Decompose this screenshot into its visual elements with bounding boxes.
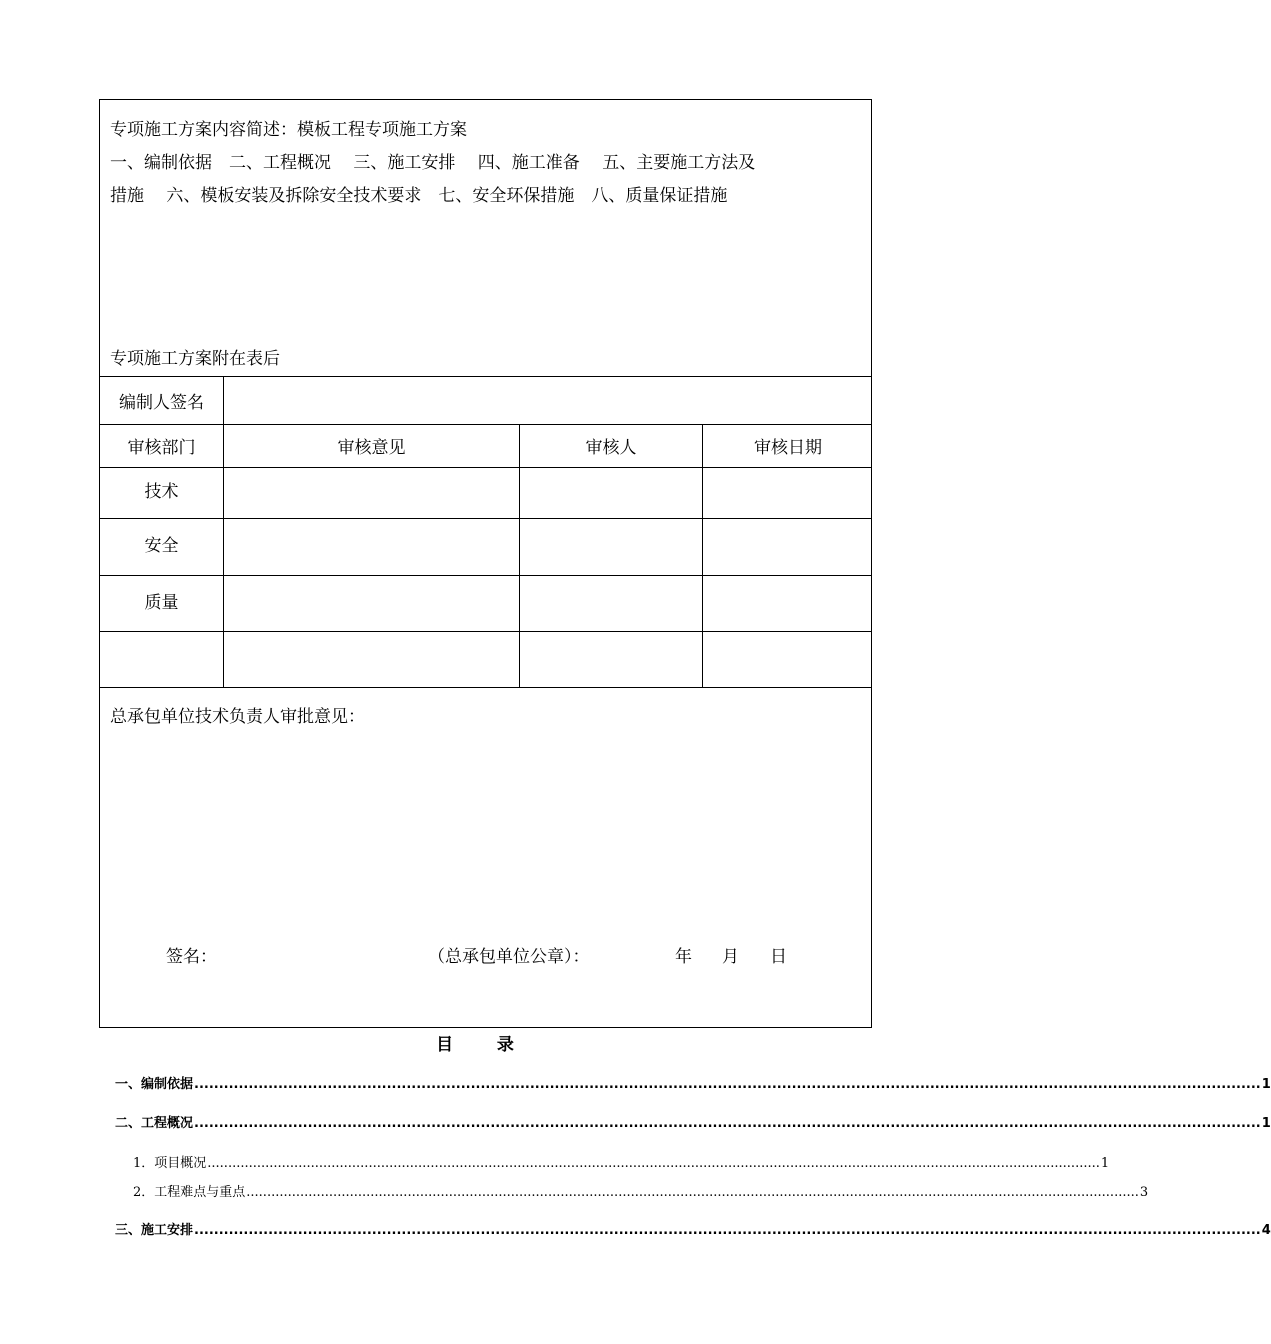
toc-entry[interactable] [133,1181,1149,1200]
outline-line-2: 措施 六、模板安装及拆除安全技术要求 七、安全环保措施 八、质量保证措施 [110,186,728,206]
toc-entry-text: 2．工程难点与重点 [133,1185,246,1200]
toc-leader: ........................................................................................................................................................................................................................ [246,1185,1139,1200]
attachment-note: 专项施工方案附在表后 [110,349,280,369]
row-date-field[interactable] [703,467,873,518]
row-date-field[interactable] [703,575,873,631]
approval-label: 总承包单位技术负责人审批意见： [110,707,365,727]
outline-line-1: 一、编制依据 二、工程概况 三、施工安排 四、施工准备 五、主要施工方法及 [110,153,756,173]
toc-title-right: 录 [496,1035,514,1055]
toc-entry-page: 1 [1100,1156,1110,1171]
toc-title [0,1030,950,1055]
toc-entry-page: 3 [1139,1185,1149,1200]
toc-entry-page: 1 [1261,1077,1271,1092]
row-reviewer-field[interactable] [520,467,702,518]
row-opinion-field[interactable] [224,575,519,631]
toc-entry[interactable] [115,1112,1271,1131]
row-reviewer-field[interactable] [520,631,702,687]
row-opinion-field[interactable] [224,467,519,518]
month-label: 月 [722,947,739,967]
toc-entry-text: 三、施工安排 [115,1223,194,1238]
day-label: 日 [770,947,787,967]
row-department: 安全 [144,535,179,556]
row-opinion-field[interactable] [224,631,519,687]
toc-title-left: 目 [436,1035,454,1055]
row-department: 质量 [144,592,179,613]
toc-entry[interactable] [133,1152,1110,1171]
row-reviewer-field[interactable] [520,575,702,631]
toc-leader: ........................................................................................................................................................................................................................ [194,1116,1261,1131]
row-date-field[interactable] [703,631,873,687]
divider [100,687,871,688]
approval-form [99,99,872,1028]
row-opinion-field[interactable] [224,518,519,575]
toc-entry-text: 1．项目概况 [133,1156,207,1171]
seal-label: （总承包单位公章）： [428,947,590,967]
toc-entry-page: 1 [1261,1116,1271,1131]
header-department: 审核部门 [127,438,196,458]
toc-entry-text: 一、编制依据 [115,1077,194,1092]
toc-leader: ........................................................................................................................................................................................................................ [194,1223,1261,1238]
header-opinion: 审核意见 [337,438,406,458]
sign-label: 签名： [166,947,217,967]
toc-leader: ........................................................................................................................................................................................................................ [194,1077,1261,1092]
summary-line: 专项施工方案内容简述：模板工程专项施工方案 [110,120,467,140]
toc-leader: ........................................................................................................................................................................................................................ [207,1156,1100,1171]
year-label: 年 [675,947,692,967]
row-department: 技术 [144,482,179,502]
author-label: 编制人签名 [119,392,204,413]
header-reviewer: 审核人 [585,438,637,458]
toc-entry-text: 二、工程概况 [115,1116,194,1131]
toc-entry-page: 4 [1261,1223,1271,1238]
toc-entry[interactable] [115,1219,1271,1238]
toc-entry[interactable] [115,1073,1271,1092]
header-date: 审核日期 [754,438,822,458]
author-signature-field[interactable] [224,376,872,424]
row-reviewer-field[interactable] [520,518,702,575]
row-department [100,631,223,687]
row-date-field[interactable] [703,518,873,575]
